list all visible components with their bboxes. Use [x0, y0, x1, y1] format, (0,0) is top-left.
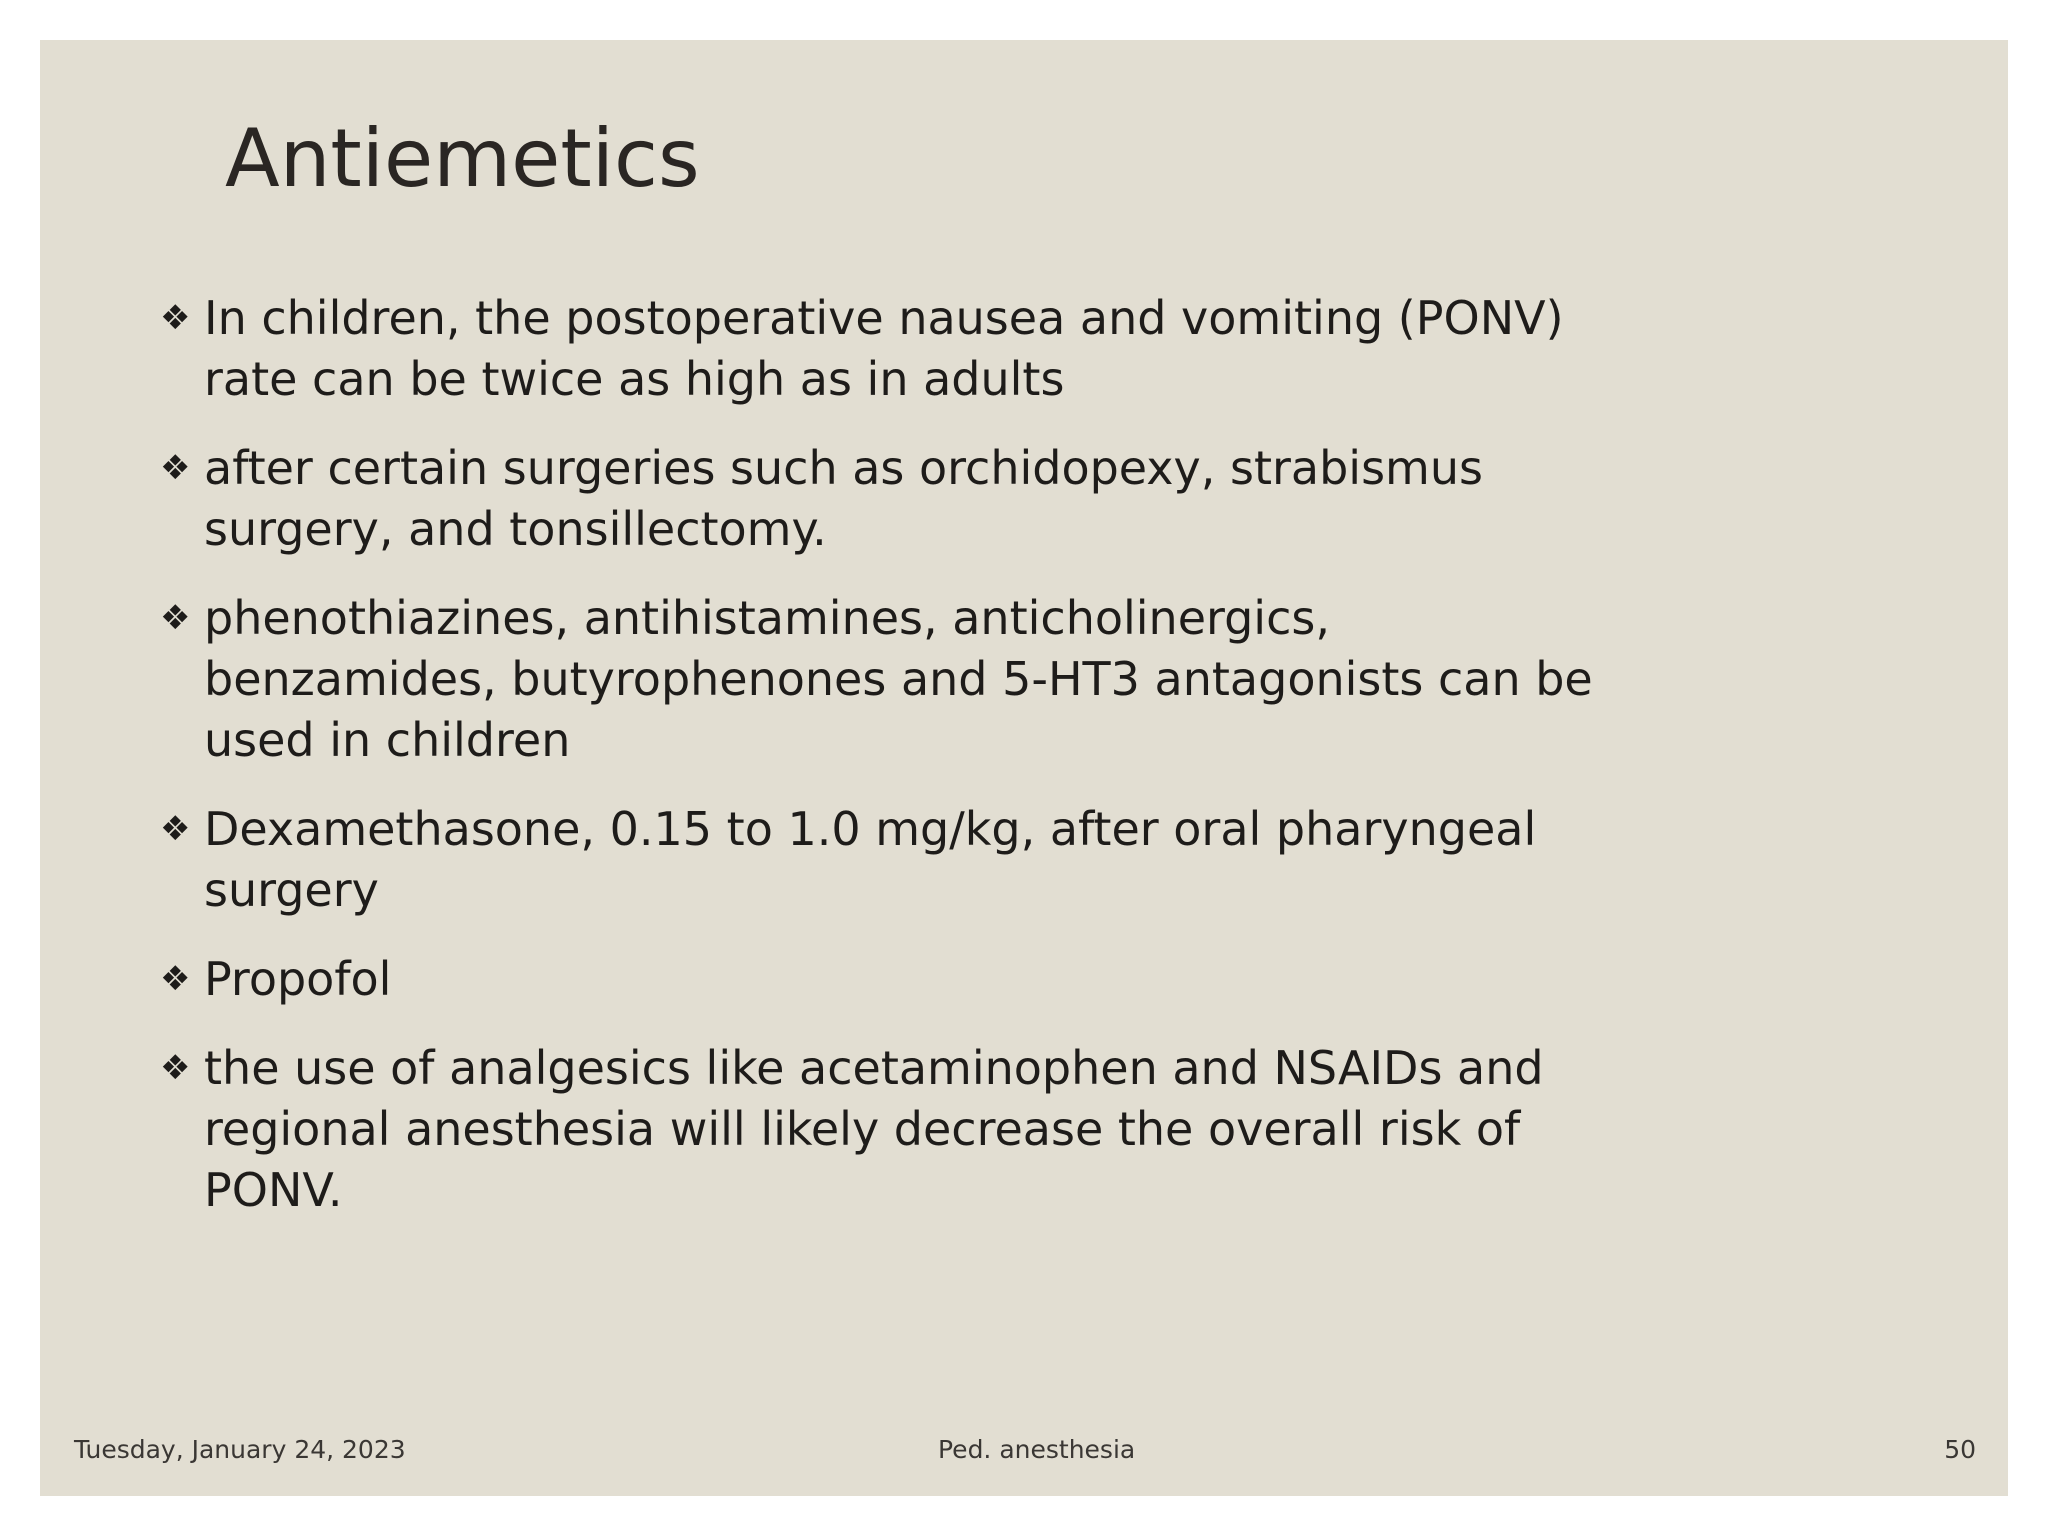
- list-item: [160, 949, 1600, 1010]
- diamond-four-bullet-icon: ❖: [160, 809, 191, 849]
- list-item: [160, 438, 1600, 560]
- bullet-text: Dexamethasone, 0.15 to 1.0 mg/kg, after oral pharyngeal surgery: [204, 802, 1537, 917]
- slide: [40, 40, 2008, 1496]
- diamond-four-bullet-icon: ❖: [160, 298, 191, 338]
- diamond-four-bullet-icon: ❖: [160, 448, 191, 488]
- bullet-text: Propofol: [204, 952, 392, 1006]
- list-item: [160, 288, 1600, 410]
- footer-date: Tuesday, January 24, 2023: [74, 1435, 406, 1464]
- slide-number: 50: [1944, 1435, 1976, 1464]
- slide-title: Antiemetics: [225, 112, 700, 205]
- diamond-four-bullet-icon: ❖: [160, 1048, 191, 1088]
- bullet-text: the use of analgesics like acetaminophen and NSAIDs and regional anesthesia will likely decrease the overall risk of PONV.: [204, 1041, 1544, 1217]
- bullet-list: [160, 288, 1600, 1249]
- list-item: [160, 799, 1600, 921]
- bullet-text: phenothiazines, antihistamines, anticholinergics, benzamides, butyrophenones and 5-HT3 antagonists can be used in children: [204, 591, 1593, 767]
- footer-center-text: Ped. anesthesia: [938, 1435, 1136, 1464]
- list-item: [160, 588, 1600, 771]
- list-item: [160, 1038, 1600, 1221]
- diamond-four-bullet-icon: ❖: [160, 598, 191, 638]
- diamond-four-bullet-icon: ❖: [160, 959, 191, 999]
- bullet-text: after certain surgeries such as orchidopexy, strabismus surgery, and tonsillectomy.: [204, 441, 1483, 556]
- bullet-text: In children, the postoperative nausea and vomiting (PONV) rate can be twice as high as in adults: [204, 291, 1564, 406]
